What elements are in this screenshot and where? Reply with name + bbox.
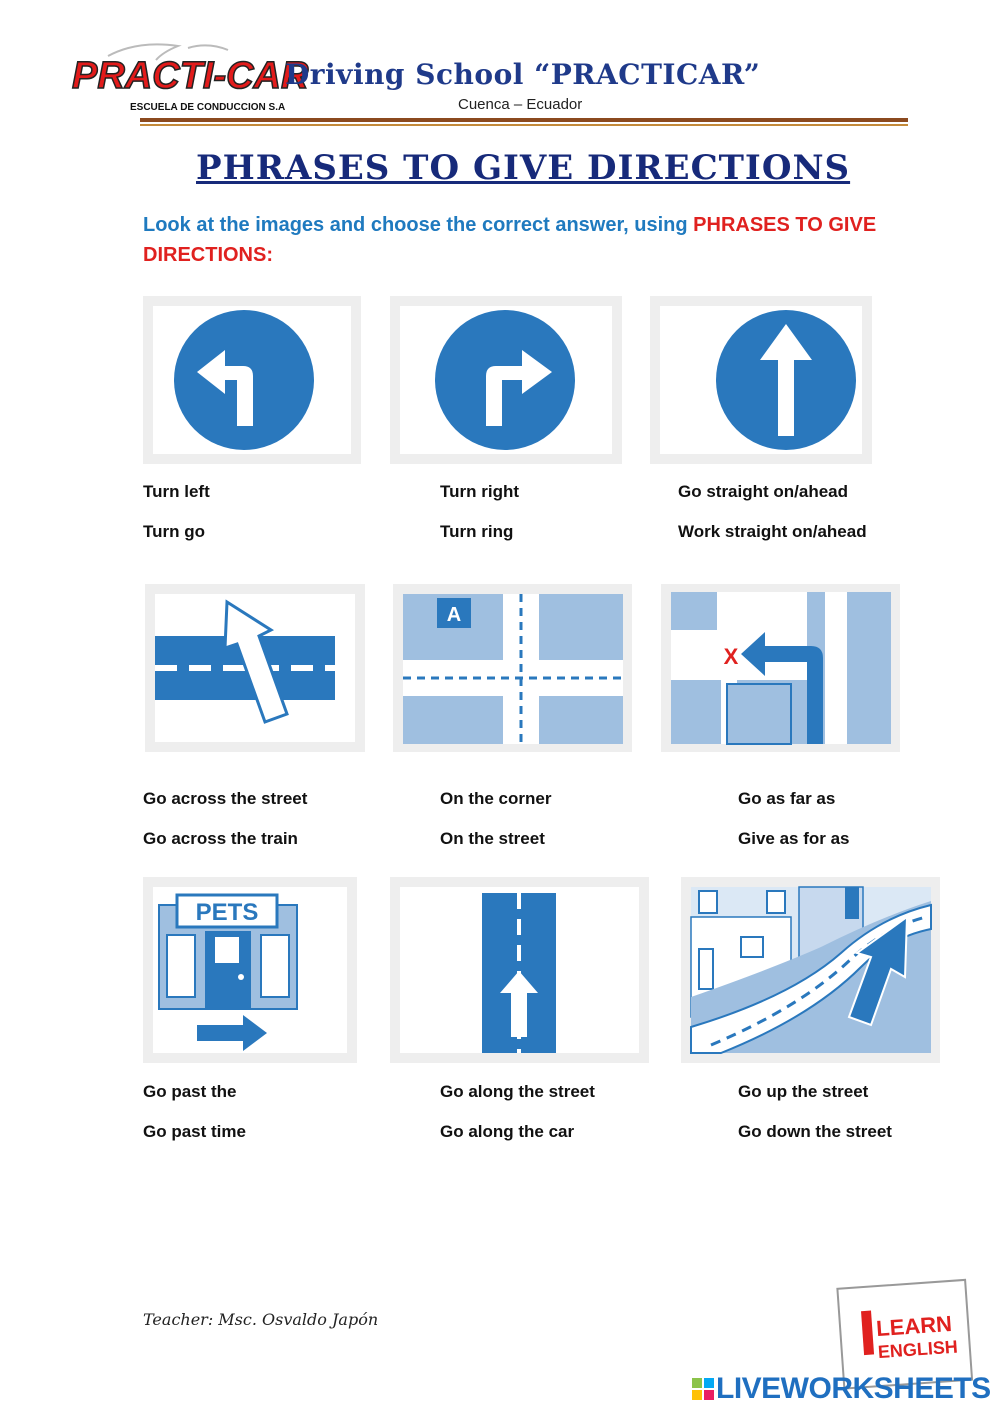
option-8a[interactable]: Go along the street: [440, 1082, 595, 1101]
cross-mark: X: [723, 644, 739, 669]
practicar-logo: [68, 38, 309, 118]
instruction-text: [143, 210, 903, 270]
option-4a[interactable]: Go across the street: [143, 789, 308, 808]
option-3a[interactable]: Go straight on/ahead: [678, 482, 849, 501]
teacher-name: Teacher: Msc. Osvaldo Japón: [143, 1310, 379, 1329]
straight-ahead-sign-icon: [650, 296, 872, 464]
along-road-icon: [390, 877, 649, 1063]
pets-sign-text: PETS: [195, 899, 259, 926]
logo-main-text: PRACTI-CAR: [72, 55, 309, 97]
cross-street-icon: [145, 584, 365, 752]
english-text: ENGLISH: [877, 1336, 959, 1363]
pet-shop-icon: [143, 877, 357, 1063]
option-6a[interactable]: Go as far as: [738, 789, 836, 808]
up-hill-street-icon: [681, 877, 940, 1063]
option-1b[interactable]: Turn go: [143, 522, 205, 541]
option-5b[interactable]: On the street: [440, 829, 545, 848]
instruction-part1: Look at the images and choose the correct answer, using: [143, 214, 694, 236]
option-7b[interactable]: Go past time: [143, 1122, 246, 1141]
corner-label-a: A: [446, 604, 462, 626]
option-6b[interactable]: Give as for as: [738, 829, 850, 848]
school-title: Driving School “PRACTICAR”: [285, 58, 761, 91]
option-2b[interactable]: Turn ring: [440, 522, 514, 541]
turn-left-sign-icon: [143, 296, 361, 464]
school-location: Cuenca – Ecuador: [458, 96, 583, 113]
option-2a[interactable]: Turn right: [440, 482, 519, 501]
option-4b[interactable]: Go across the train: [143, 829, 298, 848]
turn-right-sign-icon: [390, 296, 622, 464]
option-5a[interactable]: On the corner: [440, 789, 552, 808]
option-1a[interactable]: Turn left: [143, 482, 210, 501]
header-rule: [140, 118, 908, 122]
option-7a[interactable]: Go past the: [143, 1082, 237, 1101]
option-9a[interactable]: Go up the street: [738, 1082, 869, 1101]
corner-map-icon: [393, 584, 632, 752]
header-rule-thin: [140, 124, 908, 126]
instruction-part2: PHRASES TO GIVE DIRECTIONS:: [143, 214, 877, 266]
logo-sub-text: ESCUELA DE CONDUCCION S.A: [130, 102, 286, 113]
page-title: PHRASES TO GIVE DIRECTIONS: [196, 148, 851, 188]
option-8b[interactable]: Go along the car: [440, 1122, 575, 1141]
liveworksheets-logo-icon: [692, 1378, 714, 1400]
option-3b[interactable]: Work straight on/ahead: [678, 522, 867, 541]
option-9b[interactable]: Go down the street: [738, 1122, 892, 1141]
learn-text: LEARN: [875, 1310, 953, 1342]
as-far-as-map-icon: [661, 584, 900, 752]
liveworksheets-brand[interactable]: LIVEWORKSHEETS: [716, 1372, 991, 1405]
